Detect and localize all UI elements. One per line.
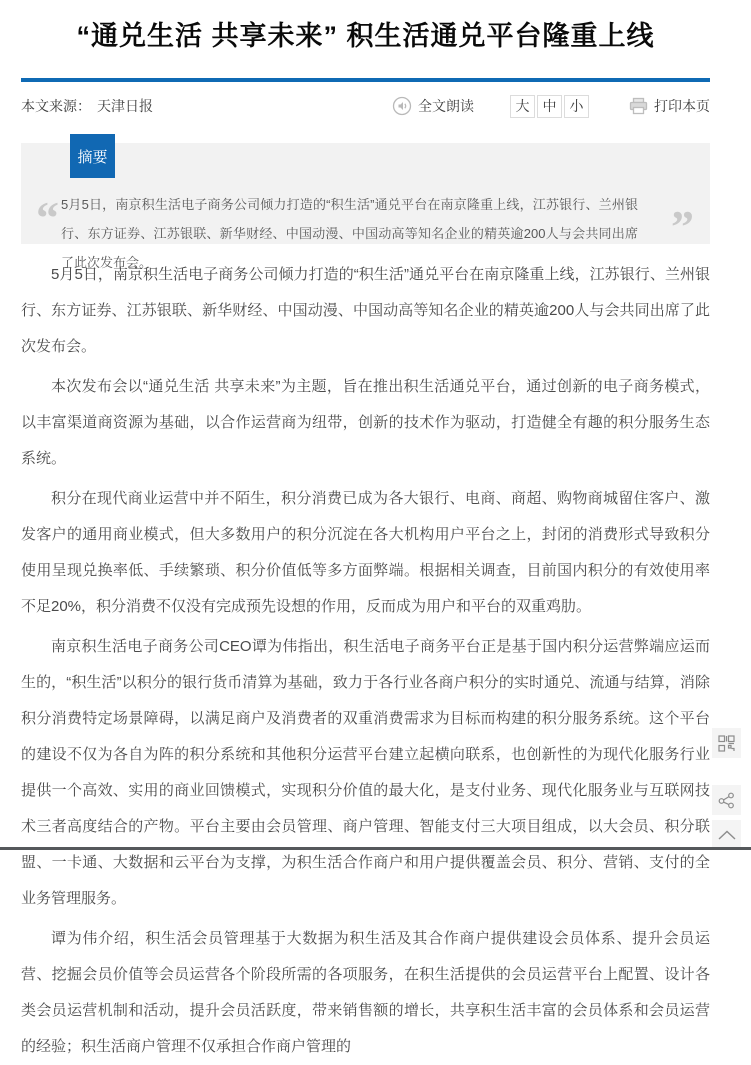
source-label: 本文来源：	[21, 98, 91, 114]
title-divider	[21, 78, 710, 82]
summary-text: 5月5日，南京积生活电子商务公司倾力打造的“积生活”通兑平台在南京隆重上线，江苏银行、兰州银行、东方证券、江苏银联、新华财经、中国动漫、中国动高等知名企业的精英逾200人与会共同出席了此次发布会。	[61, 197, 638, 270]
article-body	[21, 257, 710, 1065]
back-to-top-button[interactable]	[712, 820, 741, 850]
article-paragraph: 谭为伟介绍，积生活会员管理基于大数据为积生活及其合作商户提供建设会员体系、提升会员运营、挖掘会员价值等会员运营各个阶段所需的各项服务，在积生活提供的会员运营平台上配置、设计各类会员运营机制和活动，提升会员活跃度，带来销售额的增长，共享积生活丰富的会员体系和会员运营的经验；积生活商户管理不仅承担合作商户管理的	[21, 930, 710, 1055]
printer-icon	[629, 97, 648, 115]
font-size-buttons	[508, 95, 589, 118]
toolbar-actions	[392, 95, 710, 118]
print-button[interactable]	[629, 96, 710, 116]
print-label: 打印本页	[654, 98, 710, 114]
article-page	[21, 0, 710, 1065]
meta-toolbar	[21, 93, 710, 119]
share-icon	[718, 792, 735, 809]
open-quote-icon: “	[36, 192, 59, 243]
font-size-large-button[interactable]: 大	[510, 95, 535, 118]
article-paragraph: 积分在现代商业运营中并不陌生，积分消费已成为各大银行、电商、商超、购物商城留住客户、激发客户的通用商业模式，但大多数用户的积分沉淀在各大机构用户平台之上，封闭的消费形式导致积分使用呈现兑换率低、手续繁琐、积分价值低等多方面弊端。根据相关调查，目前国内积分的有效使用率不足20%，积分消费不仅没有完成预先设想的作用，反而成为用户和平台的双重鸡肋。	[21, 490, 710, 615]
summary-box	[21, 143, 710, 270]
article-paragraph: 本次发布会以“通兑生活 共享未来”为主题，旨在推出积生活通兑平台，通过创新的电子商务模式，以丰富渠道商资源为基础，以合作运营商为纽带，创新的技术作为驱动，打造健全有趣的积分服务生态系统。	[21, 378, 710, 467]
qrcode-button[interactable]	[712, 728, 741, 758]
article-paragraph: 南京积生活电子商务公司CEO谭为伟指出，积生活电子商务平台正是基于国内积分运营弊端应运而生的，“积生活”以积分的银行货币清算为基础，致力于各行业各商户积分的实时通兑、流通与结算，消除积分消费特定场景障碍，以满足商户及消费者的双重消费需求为目标而构建的积分服务系统。这个平台的建设不仅为各自为阵的积分系统和其他积分运营平台建立起横向联系，也创新性的为现代化服务行业提供一个高效、实用的商业回馈模式，实现积分价值的最大化，是支付业务、现代化服务业与互联网技术三者高度结合的产物。平台主要由会员管理、商户管理、智能支付三大项目组成，以大会员、积分联盟、一卡通、大数据和云平台为支撑，为积生活合作商户和用户提供覆盖会员、积分、营销、支付的全业务管理服务。	[21, 638, 710, 907]
font-size-medium-button[interactable]: 中	[537, 95, 562, 118]
chevron-up-icon	[718, 830, 736, 840]
read-aloud-button[interactable]	[392, 96, 474, 116]
source-value: 天津日报	[97, 98, 153, 114]
read-aloud-label: 全文朗读	[418, 98, 474, 114]
font-size-small-button[interactable]: 小	[564, 95, 589, 118]
article-paragraph: 5月5日，南京积生活电子商务公司倾力打造的“积生活”通兑平台在南京隆重上线，江苏银行、兰州银行、东方证券、江苏银联、新华财经、中国动漫、中国动高等知名企业的精英逾200人与会共同出席了此次发布会。	[21, 266, 710, 355]
speaker-icon	[392, 96, 412, 116]
qrcode-icon	[718, 735, 735, 752]
close-quote-icon: ”	[671, 201, 694, 252]
share-button[interactable]	[712, 785, 741, 815]
source-info	[21, 96, 153, 116]
summary-badge: 摘要	[70, 134, 115, 178]
page-title: “通兑生活 共享未来” 积生活通兑平台隆重上线	[76, 21, 655, 51]
